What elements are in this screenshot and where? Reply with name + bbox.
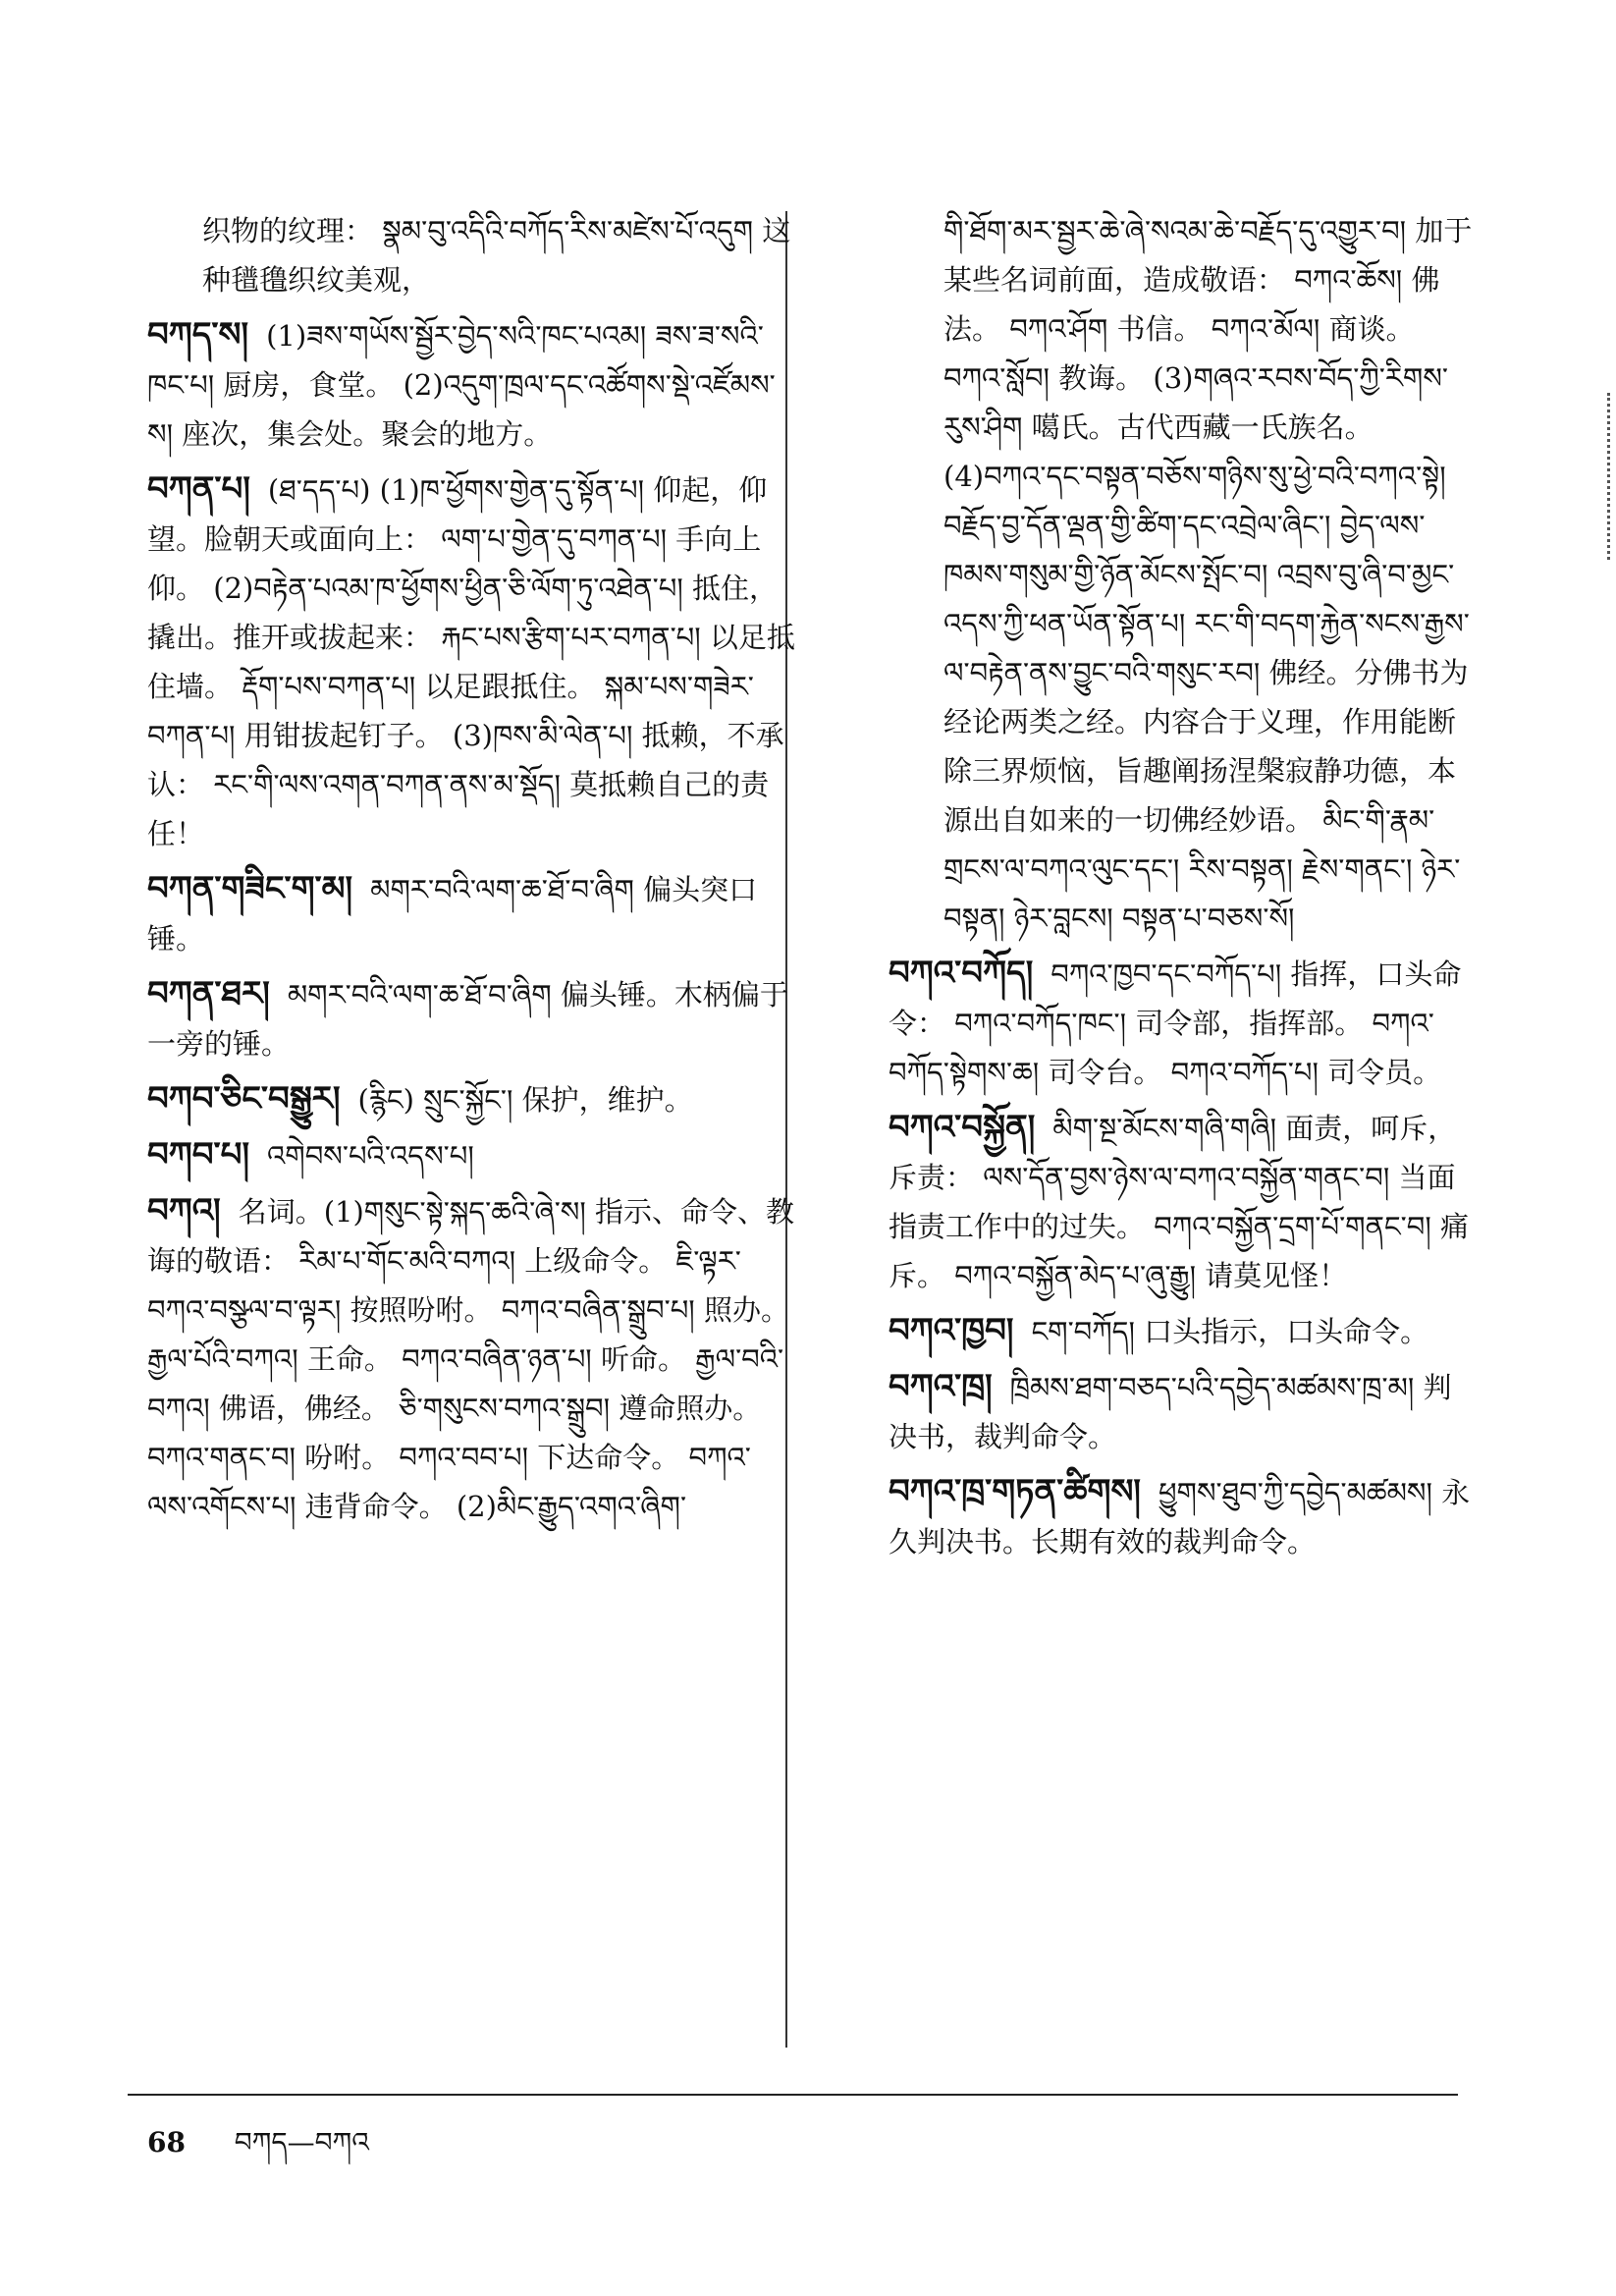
dictionary-entry [147, 864, 795, 963]
entry-body: 名词。(1)གསུང་སྟེ་སྐད་ཆའི་ཞེ་ས། 指示、命令、教诲的敬语： རིམ་པ་གོང་མའི་བཀའ། 上级命令。 ཇི་ལྟར་བཀའ་བསྩལ་བ་ལྟར། 按照吩咐。 བཀའ་བཞིན་སྒྲུབ་པ། 照办。 རྒྱལ་པོའི་བཀའ། 王命。 བཀའ་བཞིན་ཉན་པ། 听命。 རྒྱལ་བའི་བཀའ། 佛语，佛经。 ཅི་གསུངས་བཀའ་སྒྲུབ། 遵命照办。 བཀའ་གནང་བ། 吩咐。 བཀའ་བབ་པ། 下达命令。 བཀའ་ལས་འགོངས་པ། 违背命令。 (2)མིང་རྒྱུད་འགའ་ཞིག་ [147, 1195, 795, 1523]
page-header-range: བཀད—བཀའ [234, 2126, 369, 2159]
entry-body: མིག་སྔ་མོངས་གཞི་གཞི། 面责，呵斥，斥责： ལས་དོན་བྱས་ཉེས་ལ་བཀའ་བསྐྱོན་གནང་བ། 当面指责工作中的过失。 བཀའ་བསྐྱོན་དྲག་པོ་གནང་བ། 痛斥。 བཀའ་བསྐྱོན་མེད་པ་ཞུ་རྒྱུ། 请莫见怪！ [889, 1112, 1469, 1292]
edge-marks [1607, 393, 1616, 560]
entry-headword: བཀའ་ཁྱབ། [889, 1311, 1014, 1350]
entry-headword: བཀའ། [147, 1191, 221, 1230]
entry-body: འགེབས་པའི་འདས་པ། [267, 1139, 474, 1173]
entry-headword: བཀའ་བཀོད། [889, 954, 1034, 993]
entry-body: མགར་བའི་ལག་ཆ་ཐོ་བ་ཞིག 偏头突口锤。 [147, 873, 758, 956]
entry-body: མགར་བའི་ལག་ཆ་ཐོ་བ་ཞིག 偏头锤。木柄偏于一旁的锤。 [147, 978, 788, 1061]
dictionary-entry [147, 206, 795, 304]
dictionary-entry [147, 969, 795, 1068]
page-number: 68 [147, 2126, 186, 2159]
entry-headword: བཀབ་པ། [147, 1135, 250, 1175]
dictionary-entry [147, 465, 795, 858]
entry-headword: བཀའ་ཁྲ། [889, 1367, 993, 1406]
entry-body: (རྙིང) སྲུང་སྐྱོང་། 保护，维护。 [357, 1083, 693, 1117]
dictionary-entry [889, 949, 1473, 1097]
page-footer [147, 2111, 369, 2189]
entry-headword: བཀའ་བསྐྱོན། [889, 1108, 1036, 1147]
entry-body: ངག་བཀོད། 口头指示，口头命令。 [1031, 1315, 1429, 1348]
dictionary-entry [889, 206, 1473, 943]
footer-rule [128, 2094, 1458, 2096]
dictionary-entry [889, 1306, 1473, 1356]
dictionary-entry [147, 310, 795, 459]
entry-headword: བཀན་པ། [147, 469, 250, 509]
dictionary-entry [147, 1074, 795, 1124]
dictionary-entry [889, 1362, 1473, 1461]
entry-body: བཀའ་ཁྱབ་དང་བཀོད་པ། 指挥，口头命令： བཀའ་བཀོད་ཁང་། 司令部，指挥部。 བཀའ་བཀོད་སྟེགས་ཆ། 司令台。 བཀའ་བཀོད་པ། 司令员。 [889, 957, 1462, 1089]
dictionary-entry [889, 1103, 1473, 1300]
left-column [147, 206, 795, 1537]
entry-body: (1)ཟས་གཡོས་སྦྱོར་བྱེད་སའི་ཁང་པའམ། ཟས་ཟ་སའི་ཁང་པ། 厨房，食堂。 (2)འདུག་ཁྲལ་དང་འཚོགས་སྡེ་འཛོམས་ས། 座次，集会处。聚会的地方。 [147, 319, 776, 451]
entry-headword: བཀད་ས། [147, 315, 249, 355]
entry-body: ཁྲིམས་ཐག་བཅད་པའི་དབྱེད་མཚམས་ཁྲ་མ། 判决书，裁判命令。 [889, 1371, 1452, 1453]
entry-body: (ཐ་དད་པ) (1)ཁ་ཕྱོགས་གྱེན་དུ་སྟོན་པ། 仰起，仰望。脸朝天或面向上： ལག་པ་གྱེན་དུ་བཀན་པ། 手向上仰。 (2)བརྟེན་པའམ་ཁ་ཕྱོགས་ཕྱིན་ཅི་ལོག་ཏུ་འཐེན་པ། 抵住，撬出。推开或拔起来： རྐང་པས་རྩིག་པར་བཀན་པ། 以足抵住墙。 རྡོག་པས་བཀན་པ། 以足跟抵住。 སྐམ་པས་གཟེར་བཀན་པ། 用钳拔起钉子。 (3)ཁས་མི་ལེན་པ། 抵赖，不承认： རང་གི་ལས་འགན་བཀན་ནས་མ་སྡོད། 莫抵赖自己的责任！ [147, 473, 795, 850]
entry-headword: བཀའ་ཁྲ་གཏན་ཚིགས། [889, 1472, 1141, 1511]
dictionary-entry [889, 1467, 1473, 1566]
entry-headword: བཀན་ཐར། [147, 974, 270, 1013]
dictionary-entry [147, 1186, 795, 1531]
entry-headword: བཀན་གཟིང་ག་མ། [147, 869, 353, 908]
entry-body: ཕྱུགས་ཐུབ་ཀྱི་དབྱེད་མཚམས། 永久判决书。长期有效的裁判命令。 [889, 1476, 1471, 1558]
right-column [889, 206, 1473, 1572]
entry-body: 织物的纹理： སྣམ་བུ་འདིའི་བཀོད་རིས་མཛེས་པོ་འདུག 这种氆氇织纹美观， [202, 214, 791, 297]
dictionary-entry [147, 1130, 795, 1180]
entry-body: གི་ཐོག་མར་སྦྱར་ཆེ་ཞེ་སའམ་ཆེ་བརྗོད་དུ་འགྱུར་བ། 加于某些名词前面，造成敬语： བཀའ་ཆོས། 佛法。 བཀའ་ཤོག 书信。 བཀའ་མོལ། 商谈。 བཀའ་སློབ། 教诲。 (3)གཞའ་རབས་བོད་ཀྱི་རིགས་རུས་ཤིག 噶氏。古代西藏一氏族名。 (4)བཀའ་དང་བསྟན་བཅོས་གཉིས་སུ་ཕྱེ་བའི་བཀའ་སྟེ། བརྗོད་བྱ་དོན་ལྡན་གྱི་ཚིག་དང་འབྲེལ་ཞིང་། བྱེད་ལས་ཁམས་གསུམ་གྱི་ཉོན་མོངས་སྤོང་བ། འབྲས་བུ་ཞི་བ་མྱང་འདས་ཀྱི་ཕན་ཡོན་སྟོན་པ། རང་གི་བདག་རྐྱེན་སངས་རྒྱས་ལ་བརྟེན་ནས་བྱུང་བའི་གསུང་རབ། 佛经。分佛书为经论两类之经。内容合于义理，作用能断除三界烦恼，旨趣阐扬涅槃寂静功德，本源出自如来的一切佛经妙语。 མིང་གི་རྣམ་གྲངས་ལ་བཀའ་ལུང་དང་། རིས་བསྟན། རྗེས་གནང་། ཉེར་བསྟན། ཉེར་བླངས། བསྟན་པ་བཅས་སོ། [943, 214, 1473, 935]
entry-headword: བཀབ་ཅིང་བསྒྱུར། [147, 1079, 341, 1119]
